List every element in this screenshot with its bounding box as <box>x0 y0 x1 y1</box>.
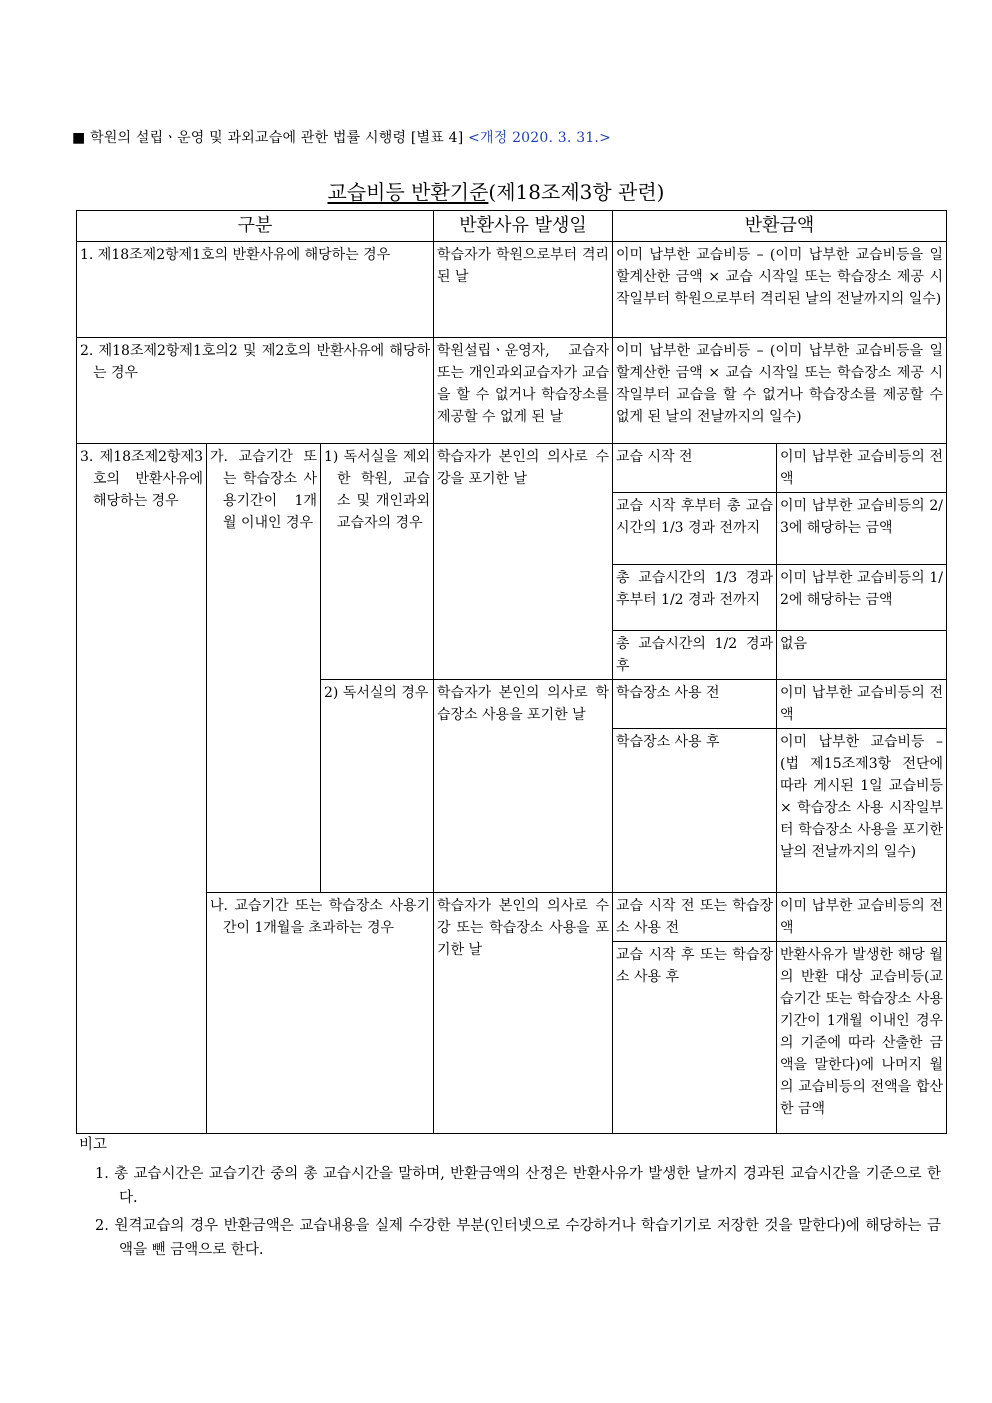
case-amount: 이미 납부한 교습비등의 2/3에 해당하는 금액 <box>777 493 947 565</box>
page-title <box>0 176 992 205</box>
row3-sub-ga: 가. 교습기간 또는 학습장소 사용기간이 1개월 이내인 경우 <box>207 444 321 893</box>
header-date: 반환사유 발생일 <box>434 211 613 242</box>
law-header <box>72 127 611 147</box>
law-name: 학원의 설립ㆍ운영 및 과외교습에 관한 법률 시행령 [별표 4] <box>90 130 464 146</box>
title-sub: (제18조제3항 관련) <box>488 180 665 204</box>
case-when: 교습 시작 전 또는 학습장소 사용 전 <box>613 893 777 942</box>
notes-title: 비고 <box>79 1137 108 1153</box>
row3-sub-ga-1-date: 학습자가 본인의 의사로 수강을 포기한 날 <box>434 444 613 680</box>
header-amount: 반환금액 <box>613 211 947 242</box>
note-item: 2. 원격교습의 경우 반환금액은 교습내용을 실제 수강한 부분(인터넷으로 수강하거나 학습기기로 저장한 것을 말한다)에 해당하는 금액을 뺀 금액으로 한다. <box>95 1218 941 1258</box>
row1-category: 1. 제18조제2항제1호의 반환사유에 해당하는 경우 <box>77 242 434 338</box>
header-category: 구분 <box>77 211 434 242</box>
case-amount: 이미 납부한 교습비등의 전액 <box>777 444 947 493</box>
refund-criteria-table <box>76 210 947 1134</box>
table-header-row <box>77 211 947 242</box>
case-amount: 이미 납부한 교습비등 – (법 제15조제3항 전단에 따라 게시된 1일 교습비등 × 학습장소 사용 시작일부터 학습장소 사용을 포기한 날의 전날까지의 일수) <box>777 729 947 893</box>
row1-amount: 이미 납부한 교습비등 – (이미 납부한 교습비등을 일할계산한 금액 × 교습 시작일 또는 학습장소 제공 시작일부터 학원으로부터 격리된 날의 전날까지의 일수) <box>613 242 947 338</box>
row2-amount: 이미 납부한 교습비등 – (이미 납부한 교습비등을 일할계산한 금액 × 교습 시작일 또는 학습장소 제공 시작일부터 교습을 할 수 없거나 학습장소를 제공할 수 없게 된 날의 전날까지의 일수) <box>613 338 947 444</box>
note-item: 1. 총 교습시간은 교습기간 중의 총 교습시간을 말하며, 반환금액의 산정은 반환사유가 발생한 날까지 경과된 교습시간을 기준으로 한다. <box>95 1166 941 1206</box>
case-amount: 이미 납부한 교습비등의 1/2에 해당하는 금액 <box>777 565 947 631</box>
row3-sub-na: 나. 교습기간 또는 학습장소 사용기간이 1개월을 초과하는 경우 <box>207 893 434 1134</box>
row3-sub-ga-2-date: 학습자가 본인의 의사로 학습장소 사용을 포기한 날 <box>434 680 613 893</box>
row2-category: 2. 제18조제2항제1호의2 및 제2호의 반환사유에 해당하는 경우 <box>77 338 434 444</box>
row3-category: 3. 제18조제2항제3호의 반환사유에 해당하는 경우 <box>77 444 207 1134</box>
row1-date: 학습자가 학원으로부터 격리된 날 <box>434 242 613 338</box>
case-when: 교습 시작 후 또는 학습장소 사용 후 <box>613 942 777 1134</box>
notes-section <box>79 1133 941 1266</box>
case-when: 교습 시작 후부터 총 교습시간의 1/3 경과 전까지 <box>613 493 777 565</box>
table-row <box>77 242 947 338</box>
row2-date: 학원설립ㆍ운영자, 교습자 또는 개인과외교습자가 교습을 할 수 없거나 학습장소를 제공할 수 없게 된 날 <box>434 338 613 444</box>
table-row <box>77 338 947 444</box>
case-when: 교습 시작 전 <box>613 444 777 493</box>
table-row <box>77 893 947 942</box>
case-amount: 이미 납부한 교습비등의 전액 <box>777 680 947 729</box>
case-amount: 반환사유가 발생한 해당 월의 반환 대상 교습비등(교습기간 또는 학습장소 사용기간이 1개월 이내인 경우의 기준에 따라 산출한 금액을 말한다)에 나머지 월의 교습비등의 전액을 합산한 금액 <box>777 942 947 1134</box>
row3-sub-na-date: 학습자가 본인의 의사로 수강 또는 학습장소 사용을 포기한 날 <box>434 893 613 1134</box>
row3-sub-ga-2: 2) 독서실의 경우 <box>321 680 434 893</box>
row3-sub-ga-1: 1) 독서실을 제외한 학원, 교습소 및 개인과외교습자의 경우 <box>321 444 434 680</box>
case-when: 총 교습시간의 1/3 경과 후부터 1/2 경과 전까지 <box>613 565 777 631</box>
case-amount: 없음 <box>777 631 947 680</box>
title-main: 교습비등 반환기준 <box>327 180 489 204</box>
case-when: 학습장소 사용 후 <box>613 729 777 893</box>
case-when: 총 교습시간의 1/2 경과 후 <box>613 631 777 680</box>
table-row <box>77 444 947 493</box>
case-when: 학습장소 사용 전 <box>613 680 777 729</box>
amendment-link[interactable]: <개정 2020. 3. 31.> <box>468 130 612 146</box>
square-bullet-icon: ■ <box>72 130 86 146</box>
case-amount: 이미 납부한 교습비등의 전액 <box>777 893 947 942</box>
